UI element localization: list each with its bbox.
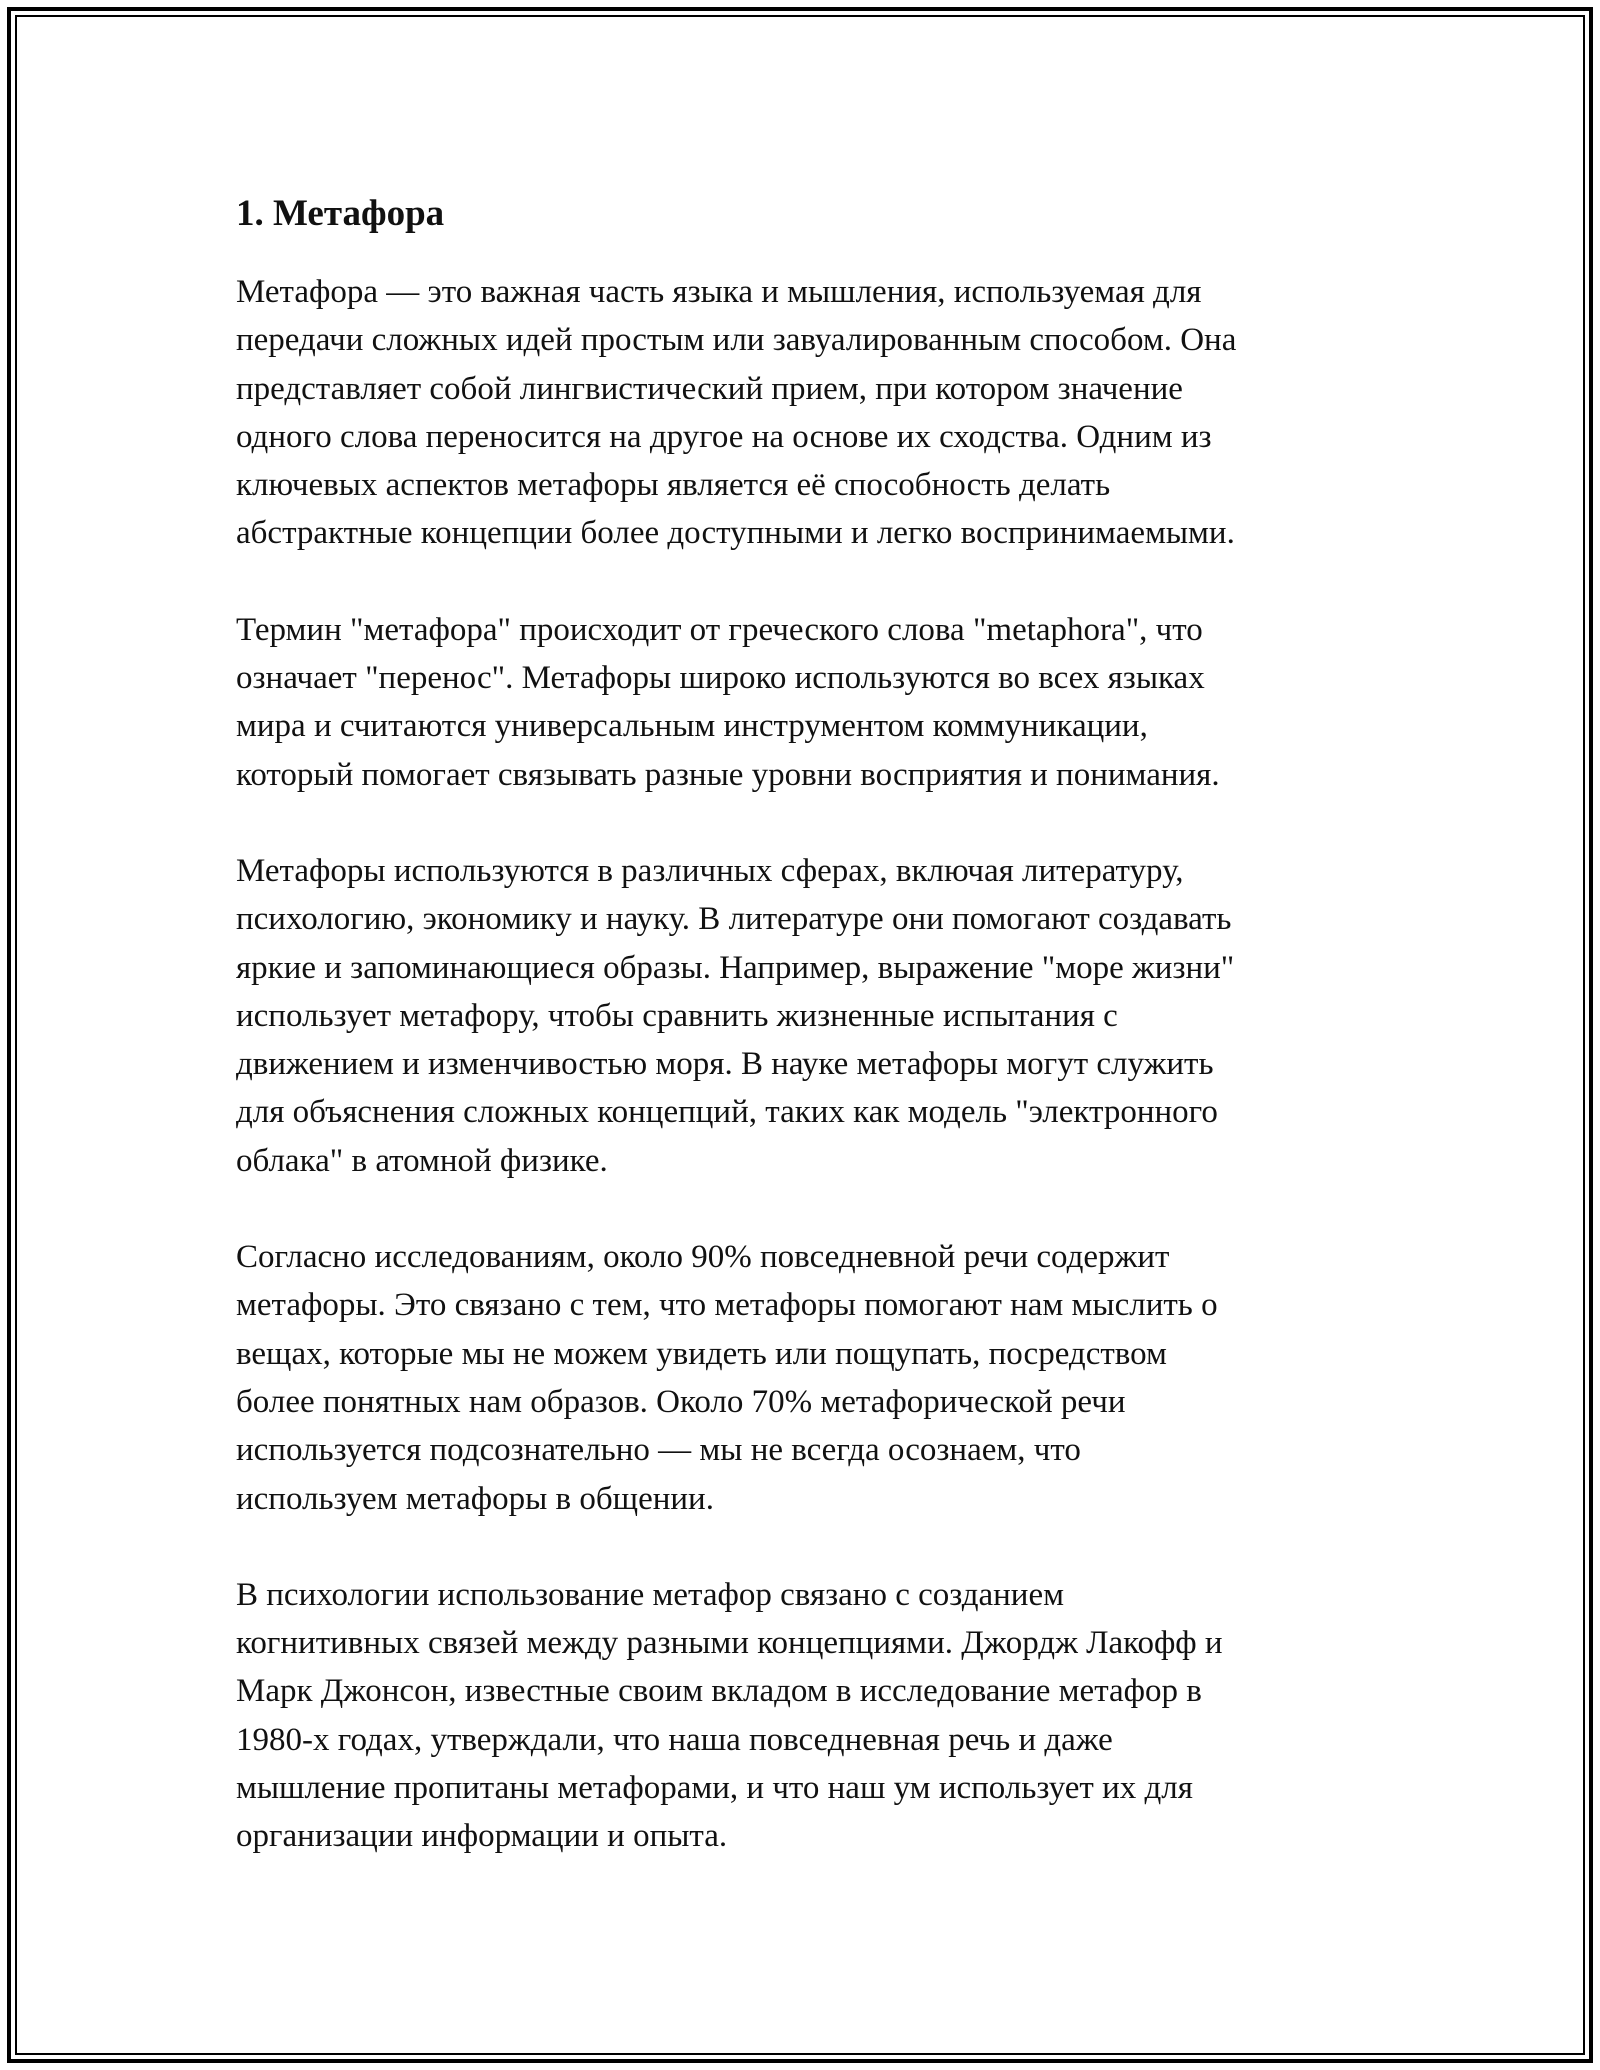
paragraph-psychology: В психологии использование метафор связано с созданием когнитивных связей между разными концепциями. Джордж Лакофф и Марк Джонсон, известные своим вкладом в исследование метафор в 1980-х годах, утверждали, что наша повседневная речь и даже мышление пропитаны метафорами, и что наш ум использует их для организации информации и опыта. <box>236 1576 1223 1855</box>
section-heading: 1. Метафора <box>236 193 445 234</box>
paragraph-definition: Метафора — это важная часть языка и мышления, используемая для передачи сложных идей простым или завуалированным способом. Она представляет собой лингвистический прием, при котором значение одного слова переносится на другое на основе их сходства. Одним из ключевых аспектов метафоры является её способность делать абстрактные концепции более доступными и легко воспринимаемыми. <box>236 274 1237 552</box>
paragraph-usage: Метафоры используются в различных сферах, включая литературу, психологию, экономику и науку. В литературе они помогают создавать яркие и запоминающиеся образы. Например, выражение "море жизни" использует метафору, чтобы сравнить жизненные испытания с движением и изменчивостью моря. В науке метафоры могут служить для объяснения сложных концепций, таких как модель "электронного облака" в атомной физике. <box>236 852 1235 1179</box>
paragraph-etymology: Термин "метафора" происходит от греческого слова "metaphora", что означает "перенос". Метафоры широко используются во всех языках мира и считаются универсальным инструментом коммуникации, который помогает связывать разные уровни восприятия и понимания. <box>236 611 1220 793</box>
document-body <box>236 186 1366 1909</box>
paragraph-statistics: Согласно исследованиям, около 90% повседневной речи содержит метафоры. Это связано с тем, что метафоры помогают нам мыслить о вещах, которые мы не можем увидеть или пощупать, посредством более понятных нам образов. Около 70% метафорической речи используется подсознательно — мы не всегда осознаем, что используем метафоры в общении. <box>236 1239 1218 1517</box>
